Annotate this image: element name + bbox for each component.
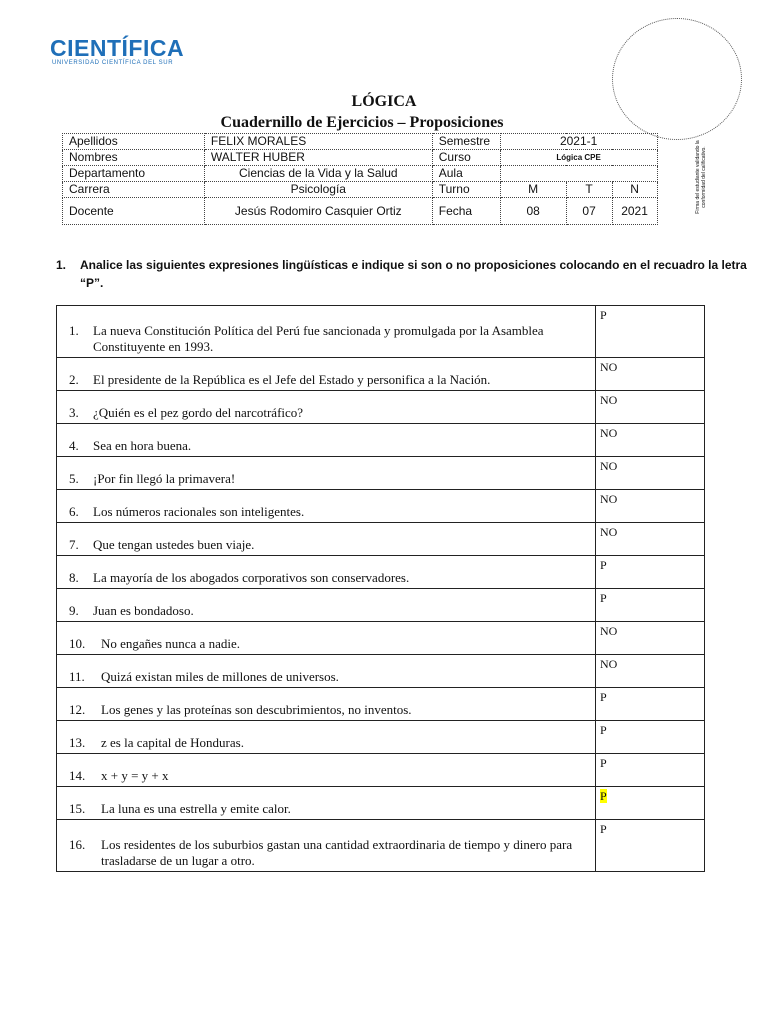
statement-text: z es la capital de Honduras. xyxy=(101,735,244,750)
statement-cell xyxy=(57,655,596,688)
statement-cell xyxy=(57,424,596,457)
table-row xyxy=(57,424,705,457)
statement-cell xyxy=(57,523,596,556)
table-row xyxy=(57,556,705,589)
value-nombres: WALTER HUBER xyxy=(204,150,432,166)
statement-text: Sea en hora buena. xyxy=(93,438,192,453)
answer-value: NO xyxy=(600,657,618,671)
statement-text: Juan es bondadoso. xyxy=(93,603,194,618)
value-semestre: 2021-1 xyxy=(500,134,657,150)
answer-cell xyxy=(596,787,705,820)
statement-text: Los números racionales son inteligentes. xyxy=(93,504,305,519)
table-row xyxy=(57,391,705,424)
page-subtitle: Cuadernillo de Ejercicios – Proposiciones xyxy=(220,114,504,131)
statement-cell xyxy=(57,820,596,872)
statement-number: 8. xyxy=(69,570,79,585)
table-row xyxy=(57,721,705,754)
statement-text: ¿Quién es el pez gordo del narcotráfico? xyxy=(93,405,304,420)
statement-text: El presidente de la República es el Jefe del Estado y personifica a la Nación. xyxy=(93,372,491,387)
propositions-table xyxy=(56,305,705,872)
answer-value: NO xyxy=(600,426,618,440)
statement-cell xyxy=(57,688,596,721)
answer-cell xyxy=(596,457,705,490)
turno-t: T xyxy=(566,182,612,198)
answer-value: NO xyxy=(600,393,618,407)
fecha-day: 08 xyxy=(500,198,566,225)
statement-number: 1. xyxy=(69,323,79,338)
statement-text: Los residentes de los suburbios gastan una cantidad extraordinaria de tiempo y dinero para trasladarse de un lugar a otro. xyxy=(101,837,573,868)
statement-text: Que tengan ustedes buen viaje. xyxy=(93,537,255,552)
table-row xyxy=(57,820,705,872)
answer-value: P xyxy=(600,591,607,605)
statement-number: 12. xyxy=(69,702,86,717)
answer-value: P xyxy=(600,789,607,803)
label-semestre: Semestre xyxy=(432,134,500,150)
answer-cell xyxy=(596,424,705,457)
answer-cell xyxy=(596,655,705,688)
statement-text: x + y = y + x xyxy=(101,768,169,783)
value-docente: Jesús Rodomiro Casquier Ortiz xyxy=(204,198,432,225)
answer-cell xyxy=(596,688,705,721)
statement-number: 5. xyxy=(69,471,79,486)
statement-number: 16. xyxy=(69,837,86,852)
value-carrera: Psicología xyxy=(204,182,432,198)
answer-cell xyxy=(596,490,705,523)
value-aula xyxy=(500,166,657,182)
question-1 xyxy=(56,256,756,292)
statement-number: 13. xyxy=(69,735,86,750)
answer-value: NO xyxy=(600,459,618,473)
statement-text: La nueva Constitución Política del Perú fue sancionada y promulgada por la Asamblea Constituyente en 1993. xyxy=(93,323,544,354)
answer-cell xyxy=(596,306,705,358)
answer-cell xyxy=(596,523,705,556)
student-info-table xyxy=(62,133,704,225)
label-aula: Aula xyxy=(432,166,500,182)
turno-m: M xyxy=(500,182,566,198)
turno-n: N xyxy=(612,182,657,198)
signature-note-box xyxy=(676,133,726,221)
table-row xyxy=(57,523,705,556)
statement-cell xyxy=(57,622,596,655)
value-apellidos: FELIX MORALES xyxy=(204,134,432,150)
statement-cell xyxy=(57,556,596,589)
fecha-month: 07 xyxy=(566,198,612,225)
label-fecha: Fecha xyxy=(432,198,500,225)
university-logo xyxy=(50,36,184,66)
table-row xyxy=(57,589,705,622)
statement-number: 4. xyxy=(69,438,79,453)
statement-text: Quizá existan miles de millones de universos. xyxy=(101,669,339,684)
answer-value: P xyxy=(600,723,607,737)
signature-note: Firma del estudiante validando la conformidad del calificativo. xyxy=(695,140,707,214)
answer-cell xyxy=(596,622,705,655)
answer-cell xyxy=(596,358,705,391)
statement-cell xyxy=(57,358,596,391)
statement-number: 6. xyxy=(69,504,79,519)
table-row xyxy=(57,490,705,523)
answer-value: NO xyxy=(600,360,618,374)
question-number: 1. xyxy=(56,258,67,272)
table-row xyxy=(57,688,705,721)
table-row xyxy=(57,787,705,820)
value-departamento: Ciencias de la Vida y la Salud xyxy=(204,166,432,182)
answer-value: P xyxy=(600,558,607,572)
label-departamento: Departamento xyxy=(63,166,205,182)
logo-tagline: UNIVERSIDAD CIENTÍFICA DEL SUR xyxy=(52,60,174,66)
label-docente: Docente xyxy=(63,198,205,225)
label-carrera: Carrera xyxy=(63,182,205,198)
answer-value: P xyxy=(600,822,607,836)
answer-value: NO xyxy=(600,525,618,539)
statement-number: 7. xyxy=(69,537,79,552)
statement-cell xyxy=(57,754,596,787)
statement-cell xyxy=(57,490,596,523)
answer-cell xyxy=(596,721,705,754)
table-row xyxy=(57,457,705,490)
statement-text: Los genes y las proteínas son descubrimientos, no inventos. xyxy=(101,702,412,717)
statement-cell xyxy=(57,589,596,622)
label-nombres: Nombres xyxy=(63,150,205,166)
label-turno: Turno xyxy=(432,182,500,198)
statement-number: 10. xyxy=(69,636,86,651)
answer-value: P xyxy=(600,308,607,322)
statement-number: 14. xyxy=(69,768,86,783)
statement-cell xyxy=(57,391,596,424)
table-row xyxy=(57,358,705,391)
statement-cell xyxy=(57,721,596,754)
label-apellidos: Apellidos xyxy=(63,134,205,150)
statement-number: 2. xyxy=(69,372,79,387)
answer-value: P xyxy=(600,690,607,704)
label-curso: Curso xyxy=(432,150,500,166)
statement-cell xyxy=(57,787,596,820)
logo-name: CIENTÍFICA xyxy=(50,35,185,61)
value-curso: Lógica CPE xyxy=(500,150,657,166)
table-row xyxy=(57,655,705,688)
answer-cell xyxy=(596,820,705,872)
answer-cell xyxy=(596,391,705,424)
statement-number: 9. xyxy=(69,603,79,618)
question-text: Analice las siguientes expresiones lingüísticas e indique si son o no proposiciones colocando en el recuadro la letra “P”. xyxy=(80,258,747,290)
table-row xyxy=(57,306,705,358)
answer-cell xyxy=(596,754,705,787)
statement-text: ¡Por fin llegó la primavera! xyxy=(93,471,236,486)
answer-cell xyxy=(596,589,705,622)
table-row xyxy=(57,754,705,787)
statement-number: 11. xyxy=(69,669,85,684)
statement-cell xyxy=(57,306,596,358)
answer-cell xyxy=(596,556,705,589)
page-title: LÓGICA xyxy=(351,93,417,110)
statement-text: No engañes nunca a nadie. xyxy=(101,636,240,651)
statement-cell xyxy=(57,457,596,490)
answer-value: P xyxy=(600,756,607,770)
statement-number: 15. xyxy=(69,801,86,816)
fecha-year: 2021 xyxy=(612,198,657,225)
statement-text: La mayoría de los abogados corporativos son conservadores. xyxy=(93,570,410,585)
statement-number: 3. xyxy=(69,405,79,420)
answer-value: NO xyxy=(600,492,618,506)
statement-text: La luna es una estrella y emite calor. xyxy=(101,801,291,816)
answer-value: NO xyxy=(600,624,618,638)
table-row xyxy=(57,622,705,655)
